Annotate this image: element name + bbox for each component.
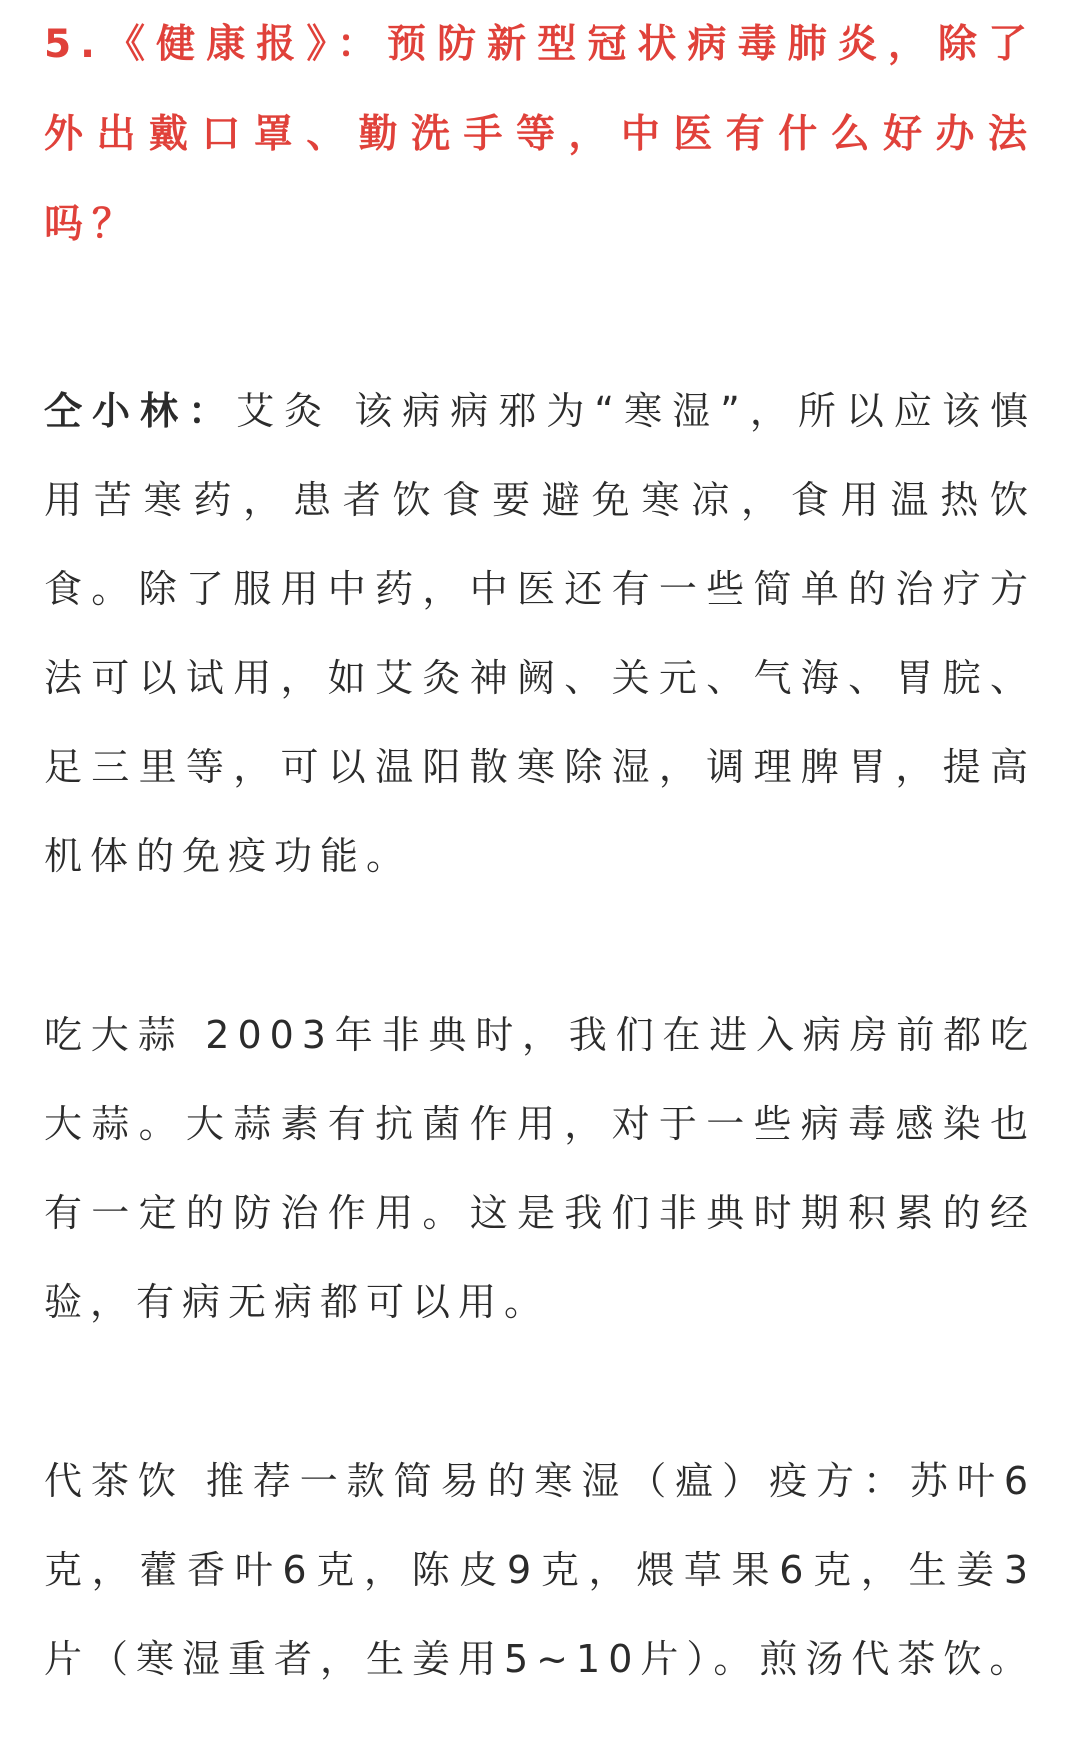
spacer	[44, 1347, 1036, 1437]
answer-paragraph-moxibustion	[44, 367, 1036, 901]
answer-paragraph-tea: 代茶饮 推荐一款简易的寒湿（瘟）疫方：苏叶6克，藿香叶6克，陈皮9克，煨草果6克，生姜3片（寒湿重者，生姜用5~10片）。煎汤代茶饮。	[44, 1459, 1036, 1681]
spacer	[44, 901, 1036, 991]
moxibustion-text: 艾灸 该病病邪为“寒湿”，所以应该慎用苦寒药，患者饮食要避免寒凉，食用温热饮食。除了服用中药，中医还有一些简单的治疗方法可以试用，如艾灸神阙、关元、气海、胃脘、足三里等，可以温阳散寒除湿，调理脾胃，提高机体的免疫功能。	[44, 389, 1036, 878]
spacer	[44, 270, 1036, 367]
question-heading: 5.《健康报》：预防新型冠状病毒肺炎，除了外出戴口罩、勤洗手等，中医有什么好办法吗？	[44, 22, 1036, 247]
answer-paragraph-garlic: 吃大蒜 2003年非典时，我们在进入病房前都吃大蒜。大蒜素有抗菌作用，对于一些病毒感染也有一定的防治作用。这是我们非典时期积累的经验，有病无病都可以用。	[44, 1013, 1036, 1324]
speaker-name: 仝小林：	[44, 389, 237, 433]
